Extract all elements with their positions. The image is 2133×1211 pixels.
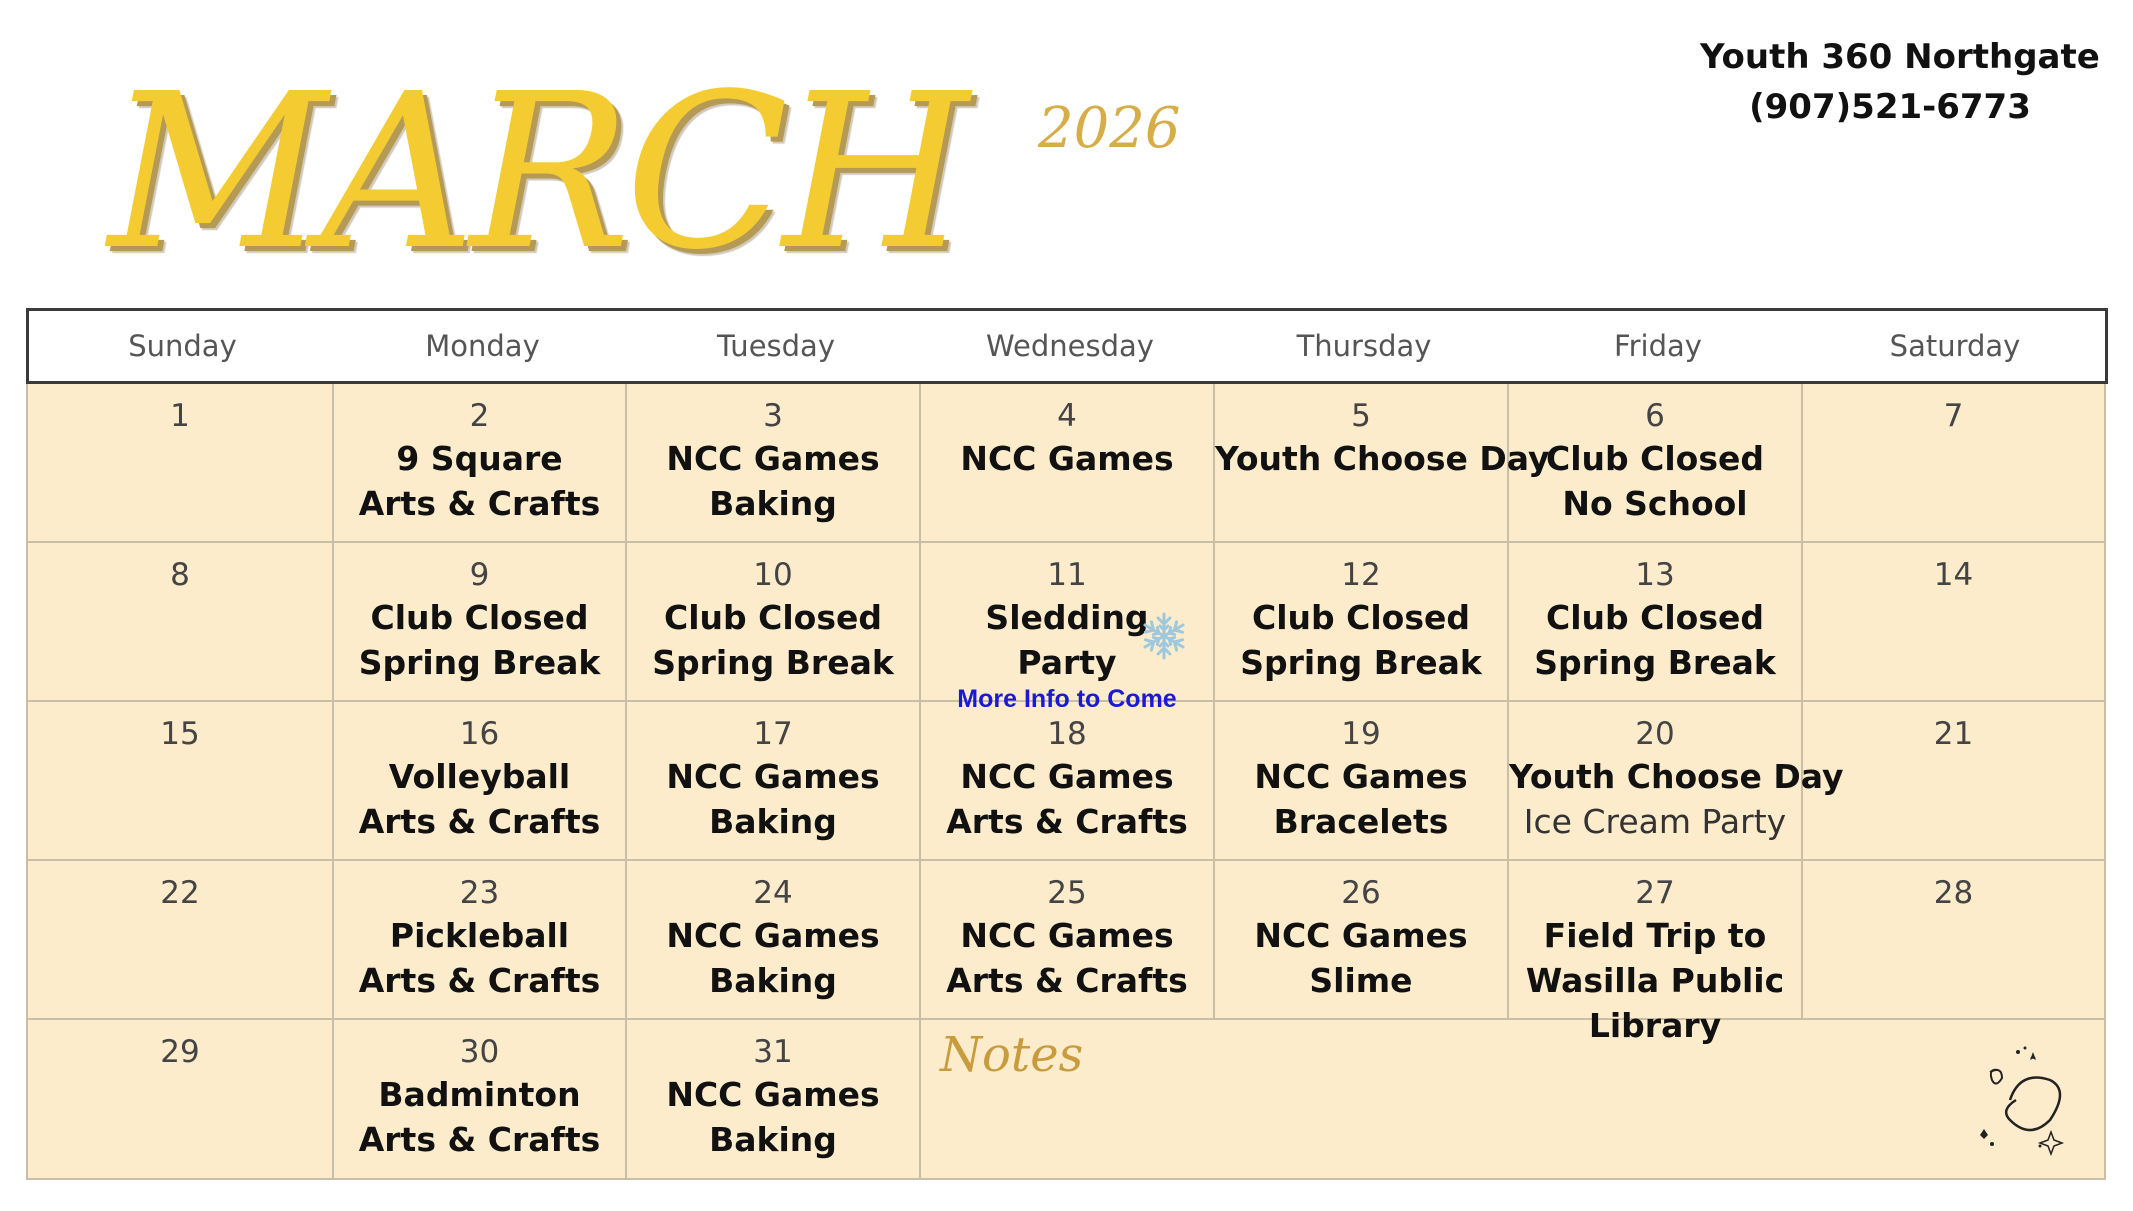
event-label: NCC Games: [1254, 916, 1468, 955]
day-number: 10: [753, 557, 793, 593]
day-number: 18: [1047, 716, 1087, 752]
event-label: Arts & Crafts: [358, 1120, 601, 1159]
day-number: 14: [1933, 557, 1974, 593]
event-label: Arts & Crafts: [358, 484, 601, 523]
event-label: NCC Games: [960, 757, 1174, 796]
day-cell-23: [334, 861, 627, 1020]
day-cell-21: [1803, 702, 2106, 861]
organization-name: Youth 360 Northgate: [1700, 37, 2100, 77]
weekday-sunday: Sunday: [128, 329, 237, 363]
event-label: Baking: [709, 961, 837, 1000]
day-number: 12: [1341, 557, 1381, 593]
event-label: Club Closed: [1546, 598, 1764, 637]
event-label: Arts & Crafts: [946, 961, 1188, 1000]
day-cell-27: [1509, 861, 1803, 1045]
weekday-header-row: [26, 308, 2108, 384]
day-cell-16: [334, 702, 627, 861]
event-label: Spring Break: [358, 643, 601, 682]
day-number: 11: [1047, 557, 1087, 593]
event-label: Slime: [1309, 961, 1413, 1000]
event-label: Sledding: [985, 598, 1149, 637]
day-number: 9: [469, 557, 490, 593]
day-cell-29: [26, 1020, 334, 1180]
day-cell-11: [921, 543, 1215, 713]
day-cell-13: [1509, 543, 1803, 702]
day-number: 25: [1047, 875, 1087, 911]
day-cell-20: [1509, 702, 1844, 861]
day-cell-8: [26, 543, 334, 702]
snowflake-icon: [1137, 609, 1191, 663]
day-number: 21: [1933, 716, 1974, 752]
day-number: 28: [1933, 875, 1974, 911]
day-number: 4: [1057, 398, 1077, 434]
event-label: Wasilla Public: [1525, 961, 1785, 1000]
day-number: 30: [459, 1034, 500, 1070]
event-label: No School: [1562, 484, 1748, 523]
event-label: Volleyball: [388, 757, 571, 796]
event-label: NCC Games: [666, 916, 880, 955]
event-label: Spring Break: [652, 643, 894, 682]
day-number: 22: [160, 875, 200, 911]
day-number: 31: [753, 1034, 793, 1070]
event-label: Club Closed: [370, 598, 589, 637]
event-label: Arts & Crafts: [358, 802, 601, 841]
day-cell-6: [1509, 384, 1803, 543]
day-number: 7: [1943, 398, 1964, 434]
event-label: Pickleball: [389, 916, 570, 955]
month-title: MARCH: [108, 48, 964, 297]
event-sublabel: Ice Cream Party: [1523, 802, 1787, 841]
day-cell-9: [334, 543, 627, 702]
day-number: 29: [160, 1034, 200, 1070]
day-number: 15: [160, 716, 200, 752]
day-number: 8: [170, 557, 190, 593]
event-label: Baking: [709, 802, 837, 841]
event-label: Club Closed: [1252, 598, 1470, 637]
day-cell-5: [1215, 384, 1550, 543]
day-cell-25: [921, 861, 1215, 1020]
day-number: 23: [459, 875, 500, 911]
event-label: Spring Break: [1240, 643, 1482, 682]
more-info-note: More Info to Come: [957, 685, 1177, 713]
day-number: 6: [1645, 398, 1665, 434]
event-label: Bracelets: [1273, 802, 1449, 841]
day-number: 20: [1635, 716, 1675, 752]
event-label: Arts & Crafts: [358, 961, 601, 1000]
day-cell-18: [921, 702, 1215, 861]
event-label: NCC Games: [666, 757, 880, 796]
event-label: Club Closed: [664, 598, 882, 637]
event-label: Youth Choose Day: [1509, 757, 1844, 796]
day-cell-19: [1215, 702, 1509, 861]
day-cell-24: [627, 861, 921, 1020]
weekday-saturday: Saturday: [1889, 329, 2021, 363]
day-cell-12: [1215, 543, 1509, 702]
event-label: Youth Choose Day: [1215, 439, 1550, 478]
day-cell-17: [627, 702, 921, 861]
weekday-tuesday: Tuesday: [717, 329, 835, 363]
weekday-wednesday: Wednesday: [986, 329, 1154, 363]
day-cell-31: [627, 1020, 921, 1180]
event-label: NCC Games: [666, 1075, 880, 1114]
event-label: Spring Break: [1534, 643, 1776, 682]
day-number: 27: [1635, 875, 1675, 911]
day-number: 24: [753, 875, 793, 911]
event-label: NCC Games: [1254, 757, 1468, 796]
day-number: 17: [753, 716, 793, 752]
day-number: 2: [469, 398, 490, 434]
event-label: Library: [1588, 1006, 1722, 1045]
event-label: Badminton: [378, 1075, 581, 1114]
day-cell-1: [26, 384, 334, 543]
event-label: Field Trip to: [1543, 916, 1767, 955]
event-label: Baking: [709, 484, 837, 523]
day-number: 16: [459, 716, 500, 752]
day-cell-14: [1803, 543, 2106, 702]
event-label: Baking: [709, 1120, 837, 1159]
event-label: NCC Games: [960, 439, 1174, 478]
day-cell-26: [1215, 861, 1509, 1020]
day-number: 19: [1341, 716, 1381, 752]
organization-phone: (907)521-6773: [1749, 87, 2031, 127]
day-cell-28: [1803, 861, 2106, 1020]
day-cell-7: [1803, 384, 2106, 543]
weekday-monday: Monday: [425, 329, 540, 363]
confetti-doodle-icon: [1970, 1040, 2070, 1160]
weekday-thursday: Thursday: [1296, 329, 1432, 363]
event-label: 9 Square: [396, 439, 563, 478]
day-cell-10: [627, 543, 921, 702]
weekday-friday: Friday: [1614, 329, 1702, 363]
day-cell-4: [921, 384, 1215, 543]
event-label: NCC Games: [960, 916, 1174, 955]
organization-info: [1700, 32, 2100, 132]
day-cell-3: [627, 384, 921, 543]
notes-title: Notes: [940, 1027, 1084, 1083]
day-number: 26: [1341, 875, 1381, 911]
event-label: Club Closed: [1546, 439, 1764, 478]
day-number: 1: [170, 398, 190, 434]
day-number: 13: [1635, 557, 1675, 593]
event-label: NCC Games: [666, 439, 880, 478]
day-cell-30: [334, 1020, 627, 1180]
day-cell-2: [334, 384, 627, 543]
year-label: 2026: [1038, 96, 1181, 161]
day-number: 3: [763, 398, 783, 434]
event-label: Party: [1017, 643, 1117, 682]
day-cell-15: [26, 702, 334, 861]
event-label: Arts & Crafts: [946, 802, 1188, 841]
day-number: 5: [1351, 398, 1371, 434]
day-cell-22: [26, 861, 334, 1020]
